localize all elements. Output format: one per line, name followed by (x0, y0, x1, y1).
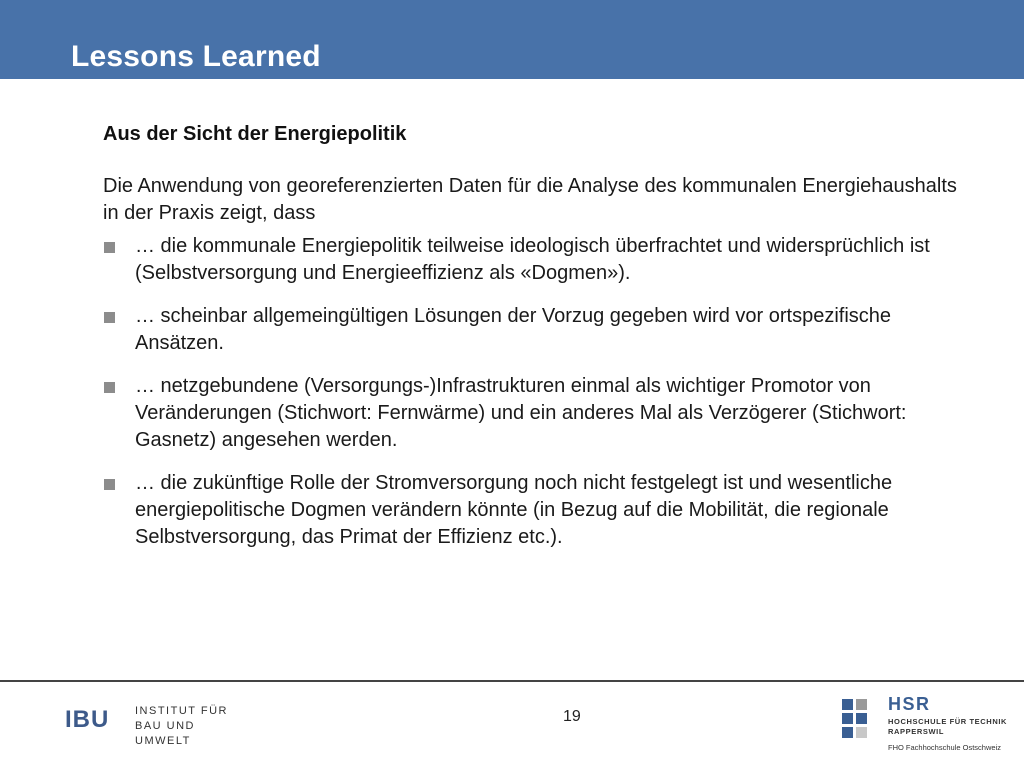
hsr-logo-subtitle (888, 717, 1007, 737)
bullet-text: … netzgebundene (Versorgungs-)Infrastrukturen einmal als wichtiger Promotor von Veränderungen (Stichwort: Fernwärme) und ein anderes Mal als Verzögerer (Stichwort: Gasnetz) angesehen werden. (135, 375, 907, 451)
hsr-logo-name: HSR (888, 694, 931, 714)
ibu-logo-text (135, 704, 255, 749)
section-heading: Aus der Sicht der Energiepolitik (103, 123, 407, 145)
hsr-logo-fho: FHO Fachhochschule Ostschweiz (888, 743, 1001, 752)
square-bullet-icon (104, 479, 115, 490)
slide-title: Lessons Learned (71, 40, 321, 73)
bullet-item (103, 373, 963, 454)
ibu-logo (65, 700, 255, 747)
bullet-list (103, 233, 963, 551)
square-bullet-icon (104, 242, 115, 253)
bullet-text: … scheinbar allgemeingültigen Lösungen der Vorzug gegeben wird vor ortspezifische Ansätzen. (135, 305, 892, 354)
hsr-logo-line2: RAPPERSWIL (888, 727, 945, 736)
hsr-squares-icon (842, 699, 882, 739)
bullet-text: … die zukünftige Rolle der Stromversorgung noch nicht festgelegt ist und wesentliche energiepolitische Dogmen verändern könnte (in Bezug auf die Mobilität, die regionale Selbstversorgung, das Primat der Effizienz etc.). (135, 472, 893, 548)
title-bar (0, 0, 1024, 79)
ibu-logo-line1: INSTITUT FÜR (135, 705, 228, 717)
ibu-logo-line2: BAU UND UMWELT (135, 720, 196, 747)
bullet-text: … die kommunale Energiepolitik teilweise ideologisch überfrachtet und widersprüchlich ist (Selbstversorgung und Energieeffizienz als «Dogmen»). (135, 235, 930, 284)
footer-divider (0, 680, 1024, 682)
square-bullet-icon (104, 382, 115, 393)
intro-text: Die Anwendung von georeferenzierten Daten für die Analyse des kommunalen Energiehaushalts in der Praxis zeigt, dass (103, 175, 957, 224)
bullet-item (103, 233, 963, 287)
square-bullet-icon (104, 312, 115, 323)
slide-content (103, 120, 963, 567)
hsr-logo (842, 695, 1022, 765)
hsr-logo-line1: HOCHSCHULE FÜR TECHNIK (888, 717, 1008, 726)
page-number: 19 (563, 708, 581, 725)
ibu-logo-mark: IBU (65, 706, 110, 733)
bullet-item (103, 303, 963, 357)
bullet-item (103, 470, 963, 551)
